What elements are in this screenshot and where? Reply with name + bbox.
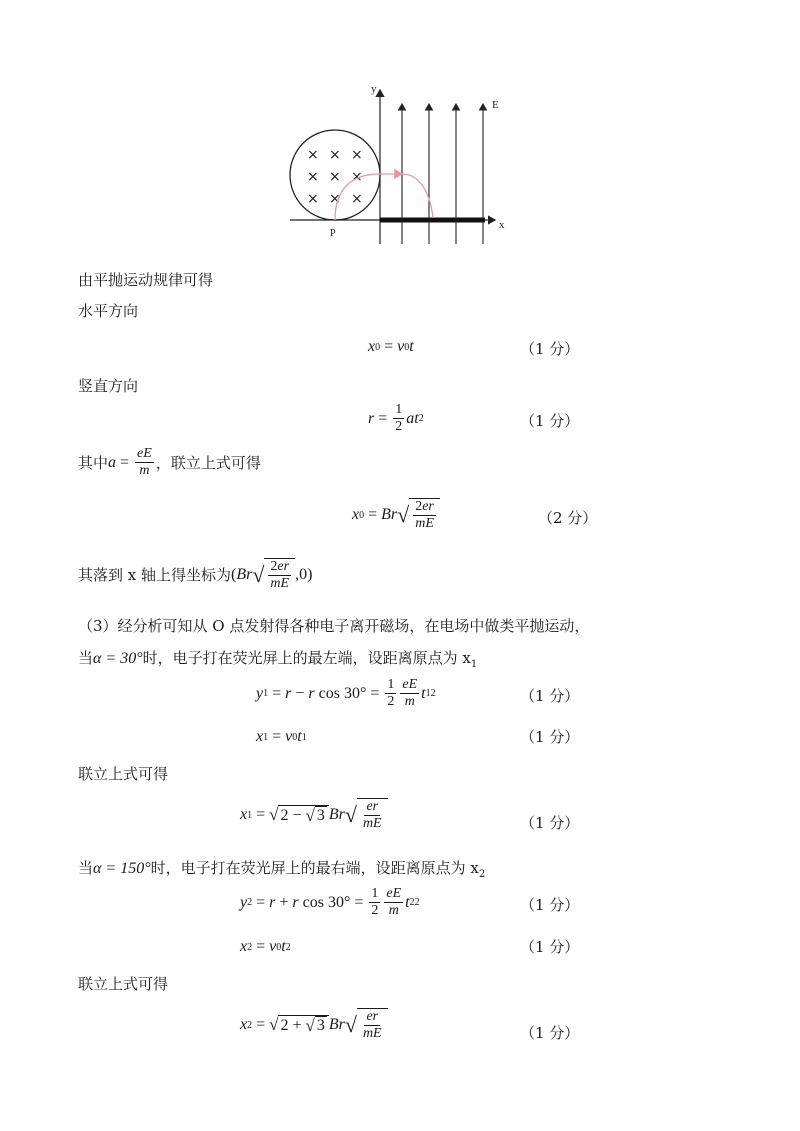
cross-mark: × bbox=[351, 169, 363, 185]
equation-y2: y 2 = r + r cos 30° = $\frac{1}{2}$ $\frac{eE}{m}$ t 2 2 bbox=[240, 886, 420, 918]
score-eq7: （1 分） bbox=[520, 896, 580, 914]
physics-diagram bbox=[280, 78, 520, 248]
electric-field-lines bbox=[402, 104, 483, 244]
equation-y1: y 1 = r − r cos 30° = $\frac{1}{2}$ $\frac{eE}{m}$ t 1 2 bbox=[256, 677, 436, 709]
cross-mark: × bbox=[307, 169, 319, 185]
score-eq6: （1 分） bbox=[520, 814, 580, 832]
combine2-line: 联立上式可得 bbox=[78, 975, 169, 993]
score-eq2: （1 分） bbox=[520, 412, 580, 430]
point-p-label: P bbox=[330, 228, 336, 239]
magnetic-field-crosses bbox=[307, 147, 363, 207]
where-suffix: ，联立上式可得 bbox=[155, 453, 261, 472]
equation-r: r = $\frac{1}{2}$ at 2 bbox=[368, 402, 424, 434]
combine1-line: 联立上式可得 bbox=[78, 765, 169, 783]
x-axis-label: x bbox=[499, 219, 505, 231]
cross-mark: × bbox=[307, 147, 319, 163]
electron-trajectory bbox=[335, 174, 402, 220]
cross-mark: × bbox=[351, 191, 363, 207]
where-line: 其中 a = $\frac{eE}{m}$ ，联立上式可得 bbox=[78, 446, 261, 478]
landing-prefix: 其落到 x 轴上得坐标为 bbox=[78, 566, 231, 584]
score-eq3: （2 分） bbox=[538, 509, 598, 527]
score-eq5: （1 分） bbox=[520, 728, 580, 746]
field-label: E bbox=[492, 99, 499, 111]
cross-mark: × bbox=[329, 147, 341, 163]
cross-mark: × bbox=[329, 191, 341, 207]
case2-line: 当α = 150°时，电子打在荧光屏上的最右端，设距离原点为 $x_2$ bbox=[78, 859, 486, 880]
landing-line: 其落到 x 轴上得坐标为 ( Br √ $\frac{2er}{mE}$ ,0) bbox=[78, 559, 313, 591]
equation-x2-result: x 2 = √ 2 + √ 3 Br √ $\frac{er}{mE}$ bbox=[240, 1008, 388, 1042]
equation-x0: x 0 = v 0 t bbox=[368, 338, 414, 355]
cross-mark: × bbox=[329, 169, 341, 185]
score-eq1: （1 分） bbox=[520, 340, 580, 358]
equation-x0-result: x 0 = Br √ $\frac{2er}{mE}$ bbox=[352, 498, 440, 532]
cross-mark: × bbox=[307, 191, 319, 207]
cross-mark: × bbox=[351, 147, 363, 163]
score-eq8: （1 分） bbox=[520, 938, 580, 956]
equation-x2: x 2 = v 0 t 2 bbox=[240, 938, 291, 955]
case1-line: 当α = 30°时，电子打在荧光屏上的最左端，设距离原点为 $x_1$ bbox=[78, 649, 478, 670]
intro-line: 由平抛运动规律可得 bbox=[78, 271, 214, 289]
horizontal-line: 水平方向 bbox=[78, 302, 139, 320]
y-axis-label: y bbox=[371, 83, 377, 95]
score-eq9: （1 分） bbox=[520, 1024, 580, 1042]
where-prefix: 其中 bbox=[78, 453, 109, 472]
vertical-line: 竖直方向 bbox=[78, 377, 139, 395]
equation-x1: x 1 = v 0 t 1 bbox=[256, 728, 307, 745]
score-eq4: （1 分） bbox=[520, 687, 580, 705]
equation-x1-result: x 1 = √ 2 − √ 3 Br √ $\frac{er}{mE}$ bbox=[240, 798, 388, 832]
electron-parabola bbox=[402, 174, 433, 218]
part3-line: （3）经分析可知从 O 点发射得各种电子离开磁场，在电场中做类平抛运动， bbox=[78, 617, 590, 635]
